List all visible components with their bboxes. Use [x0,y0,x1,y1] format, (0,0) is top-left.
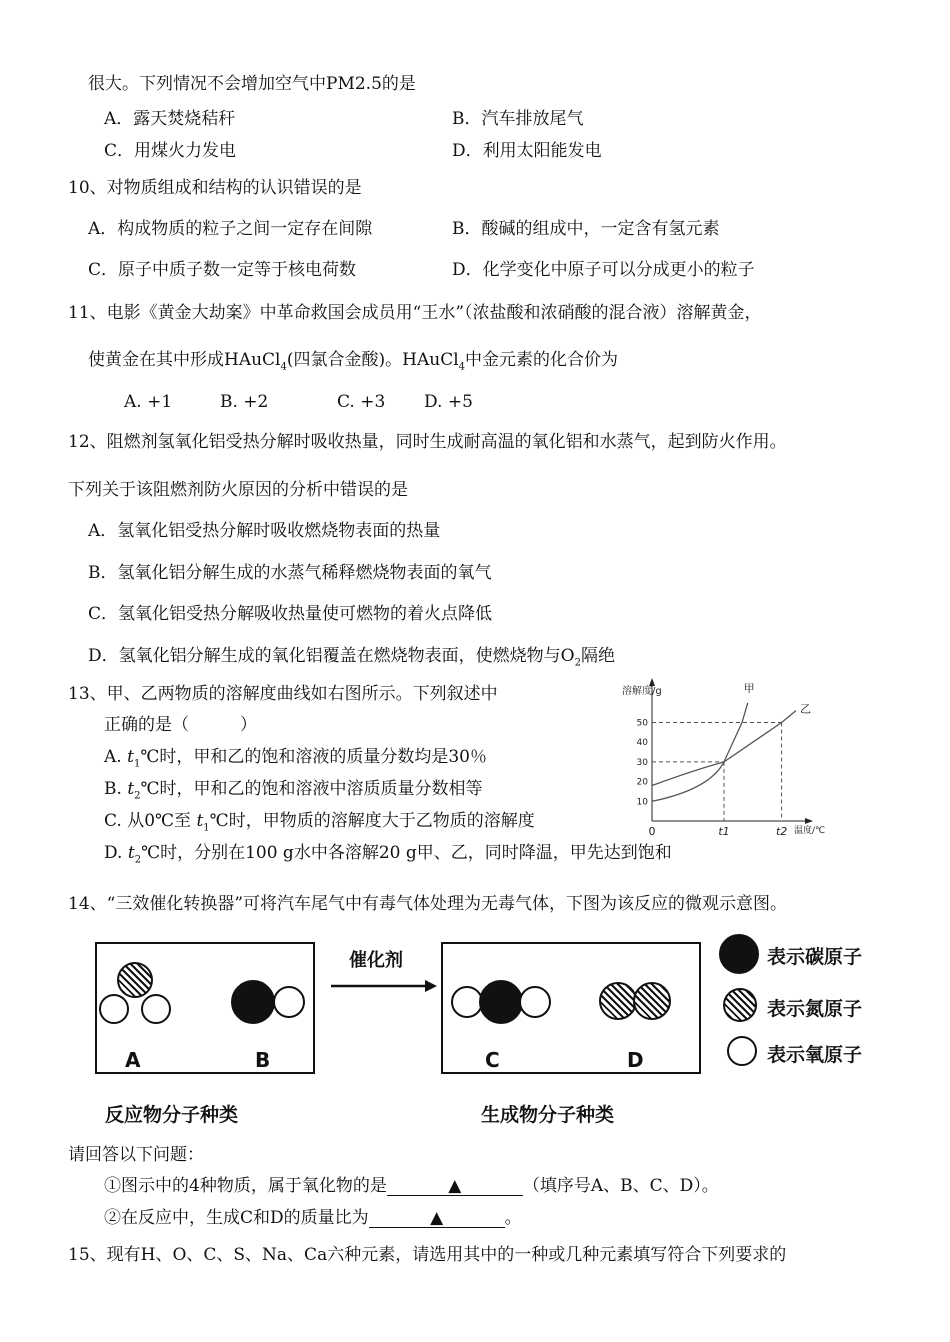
y-tick-label: 20 [636,777,648,788]
y-axis-arrow [649,678,655,686]
carbon-atom [479,980,523,1024]
q11-option-a: A. +1 [124,392,173,412]
q9-option-c: C．用煤火力发电 [104,141,237,161]
q11-option-b: B. +2 [220,392,269,412]
q11-option-d: D. +5 [424,392,473,412]
x-tick-label: 0 [648,825,656,838]
q9-option-b: B．汽车排放尾气 [452,109,584,129]
q12-option-c: C．氢氧化铝受热分解吸收热量使可燃物的着火点降低 [88,604,493,624]
q9-option-d: D．利用太阳能发电 [452,141,602,161]
solubility-chart [612,676,827,856]
q13-option-c: C. 从0℃至 $t_1℃$时，甲物质的溶解度大于乙物质的溶解度 [104,811,535,834]
q11-option-c: C. +3 [337,392,386,412]
q13-option-a: A. $t_1℃$时，甲和乙的饱和溶液的质量分数均是30％ [104,747,487,770]
nitrogen-legend-icon [723,988,757,1022]
q9-option-a: A．露天焚烧秸秆 [104,109,236,129]
x-tick-label: t2 [775,825,788,838]
nitrogen-atom [599,982,637,1020]
molecule-label-c: C [485,1048,500,1072]
oxygen-atom [141,994,171,1024]
q14-question-1: ①图示中的4种物质，属于氧化物的是 ▲ （填序号A、B、C、D）。 [104,1176,719,1196]
answer-blank-1[interactable]: ▲ [387,1178,523,1196]
y-tick-label: 50 [636,718,648,729]
reactant-caption: 反应物分子种类 [105,1104,239,1126]
q15-stem: 15、现有H、O、C、S、Na、Ca六种元素，请选用其中的一种或几种元素填写符合下列要求的 [68,1245,787,1265]
q11-stem-line2: 使黄金在其中形成HAuCl$_4$(四氯合金酸)。HAuCl$_4$中金元素的化合价为 [88,350,619,373]
q13-option-b: B. $t_2℃$时，甲和乙的饱和溶液中溶质质量分数相等 [104,779,483,802]
product-caption: 生成物分子种类 [481,1104,615,1126]
oxygen-atom [519,986,551,1018]
answer-blank-2[interactable]: ▲ [369,1210,505,1228]
reaction-arrow-icon [331,978,437,994]
y-axis-label: 溶解度/g [622,686,662,697]
legend-oxygen: 表示氧原子 [767,1044,863,1066]
x-tick-label: t1 [718,825,730,838]
product-box [441,942,701,1074]
y-tick-label: 30 [636,757,648,768]
series-label-yi: 乙 [800,702,811,716]
x-axis-label: 温度/℃ [794,826,826,836]
molecule-label-a: A [125,1048,141,1072]
q13-stem-line1: 13、甲、乙两物质的溶解度曲线如右图所示。下列叙述中 [68,684,498,704]
q11-stem-line1: 11、电影《黄金大劫案》中革命救国会成员用“王水”（浓盐酸和浓硝酸的混合液）溶解黄金， [68,303,762,323]
q14-question-2: ②在反应中，生成C和D的质量比为 ▲ 。 [104,1208,522,1228]
q14-stem: 14、“三效催化转换器”可将汽车尾气中有毒气体处理为无毒气体，下图为该反应的微观示意图。 [68,894,788,914]
nitrogen-atom [633,982,671,1020]
oxygen-legend-icon [727,1036,757,1066]
reaction-diagram [95,930,915,1130]
x-axis-arrow [805,818,813,824]
q9-stem-tail: 很大。下列情况不会增加空气中PM2.5的是 [88,74,416,94]
nitrogen-atom [117,962,153,998]
q12-option-d: D．氢氧化铝分解生成的氧化铝覆盖在燃烧物表面，使燃烧物与$O_2$隔绝 [88,646,615,669]
q13-stem-line2: 正确的是（ ） [104,715,257,735]
catalyst-label: 催化剂 [349,950,403,971]
reactant-box [95,942,315,1074]
q10-stem: 10、对物质组成和结构的认识错误的是 [68,178,362,198]
q10-option-c: C．原子中质子数一定等于核电荷数 [88,260,357,280]
q13-option-d: D. $t_2℃$时，分别在100 g水中各溶解20 g甲、乙，同时降温，甲先达到饱和 [104,843,672,866]
series-label-jia: 甲 [743,682,755,695]
q12-option-a: A．氢氧化铝受热分解时吸收燃烧物表面的热量 [88,521,441,541]
oxygen-atom [273,986,305,1018]
series-jia-line [652,703,748,802]
q12-option-b: B．氢氧化铝分解生成的水蒸气稀释燃烧物表面的氧气 [88,563,492,583]
series-yi-line [652,711,796,786]
q10-option-b: B．酸碱的组成中，一定含有氢元素 [452,219,720,239]
q14-prompt: 请回答以下问题： [68,1145,204,1165]
y-tick-label: 10 [636,797,648,808]
oxygen-atom [99,994,129,1024]
q10-option-a: A．构成物质的粒子之间一定存在间隙 [88,219,373,239]
legend-carbon: 表示碳原子 [767,946,863,968]
carbon-atom [231,980,275,1024]
q12-stem-line2: 下列关于该阻燃剂防火原因的分析中错误的是 [68,480,408,500]
q10-option-d: D．化学变化中原子可以分成更小的粒子 [452,260,755,280]
molecule-label-d: D [627,1048,644,1072]
q12-stem-line1: 12、阻燃剂氢氧化铝受热分解时吸收热量，同时生成耐高温的氧化铝和水蒸气，起到防火作用。 [68,432,787,452]
molecule-label-b: B [255,1048,271,1072]
carbon-legend-icon [719,934,759,974]
y-tick-label: 40 [636,738,648,749]
legend-nitrogen: 表示氮原子 [767,998,863,1020]
